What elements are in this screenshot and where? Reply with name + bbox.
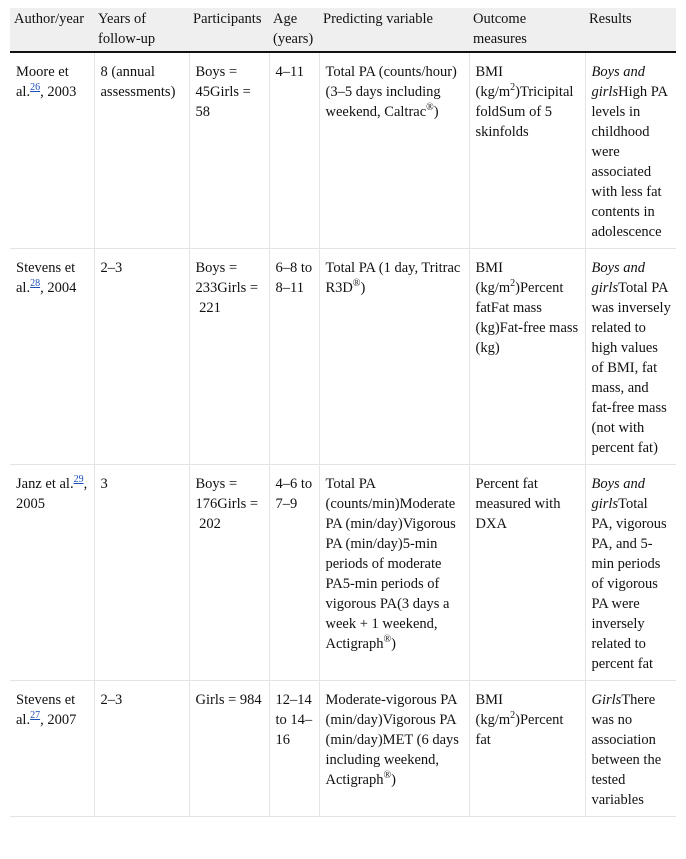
cell-participants: Girls = 984 [189, 681, 269, 817]
cell-years: 2–3 [94, 681, 189, 817]
cell-years: 8 (annual assessments) [94, 52, 189, 249]
author-name: Stevens et al. [16, 260, 76, 296]
registered-mark: ® [383, 634, 392, 646]
table-row [10, 465, 676, 681]
predicting-text: Total PA (counts/min)Moderate PA (min/day)Vigorous PA (min/day)5-min periods of moderate PA5-min periods of vigorous PA(3 days a week + 1 weekend, Actigraph [325, 476, 456, 652]
results-text: High PA levels in childhood were associated with less fat contents in adolescence [591, 84, 668, 240]
registered-mark: ® [383, 770, 392, 782]
reference-link[interactable]: 27 [30, 710, 41, 722]
cell-participants: Boys = 176Girls = 202 [189, 465, 269, 681]
header-author-year: Author/year [10, 8, 94, 52]
cell-age: 4–6 to 7–9 [269, 465, 319, 681]
outcome-text: BMI (kg/m [475, 692, 511, 728]
author-year: , 2005 [16, 476, 88, 512]
superscript: 2 [510, 278, 516, 290]
header-results: Results [585, 8, 676, 52]
cell-author [10, 681, 94, 817]
cell-predicting [319, 249, 469, 465]
outcome-text: Percent fat measured with DXA [475, 476, 561, 532]
cell-predicting [319, 52, 469, 249]
predicting-close: ) [360, 280, 366, 296]
results-group: Boys and girls [591, 260, 646, 296]
author-name: Stevens et al. [16, 692, 76, 728]
cell-age: 12–14 to 14–16 [269, 681, 319, 817]
results-text: Total PA, vigorous PA, and 5-min periods of vigorous PA were inversely related to percent fat [591, 496, 667, 672]
author-year: , 2007 [40, 712, 77, 728]
reference-link[interactable]: 28 [30, 278, 41, 290]
cell-participants: Boys = 233Girls = 221 [189, 249, 269, 465]
cell-age: 4–11 [269, 52, 319, 249]
table-row [10, 681, 676, 817]
outcome-text: BMI (kg/m [475, 260, 511, 296]
header-outcome-measures: Outcome measures [469, 8, 585, 52]
outcome-text-rest: )Percent fat [475, 712, 564, 748]
cell-outcome [469, 249, 585, 465]
registered-mark: ® [426, 102, 434, 114]
reference-link[interactable]: 26 [30, 82, 41, 94]
cell-age: 6–8 to 8–11 [269, 249, 319, 465]
superscript: 2 [510, 82, 516, 94]
cell-outcome [469, 465, 585, 681]
predicting-close: ) [391, 636, 396, 652]
cell-years: 3 [94, 465, 189, 681]
author-year: , 2003 [40, 84, 77, 100]
cell-outcome [469, 52, 585, 249]
outcome-text: BMI (kg/m [475, 64, 511, 100]
header-years-follow-up: Years of follow-up [94, 8, 189, 52]
superscript: 2 [510, 710, 516, 722]
header-row [10, 8, 676, 52]
header-age: Age (years) [269, 8, 319, 52]
predicting-close: ) [433, 104, 439, 120]
cell-results [585, 52, 676, 249]
header-participants: Participants [189, 8, 269, 52]
table-row [10, 249, 676, 465]
registered-mark: ® [352, 278, 361, 290]
table-row [10, 52, 676, 249]
cell-results [585, 681, 676, 817]
cell-years: 2–3 [94, 249, 189, 465]
author-year: , 2004 [40, 280, 77, 296]
results-text: There was no association between the tested variables [591, 692, 662, 808]
author-name: Janz et al. [16, 476, 74, 492]
predicting-text: Total PA (1 day, Tritrac R3D [325, 260, 461, 296]
results-group: Girls [591, 692, 622, 708]
studies-table [10, 8, 676, 817]
author-name: Moore et al. [16, 64, 69, 100]
cell-participants: Boys = 45Girls = 58 [189, 52, 269, 249]
header-predicting-variable: Predicting variable [319, 8, 469, 52]
outcome-text-rest: )Tricipital foldSum of 5 skinfolds [475, 84, 574, 140]
reference-link[interactable]: 29 [73, 474, 84, 486]
cell-results [585, 249, 676, 465]
predicting-text: Total PA (counts/hour)(3–5 days including weekend, Caltrac [325, 64, 457, 120]
results-group: Boys and girls [591, 64, 646, 100]
cell-results [585, 465, 676, 681]
outcome-text-rest: )Percent fatFat mass (kg)Fat-free mass (kg) [475, 280, 579, 356]
cell-author [10, 249, 94, 465]
results-text: Total PA was inversely related to high values of BMI, fat mass, and fat-free mass (not with percent fat) [591, 280, 671, 456]
cell-author [10, 52, 94, 249]
cell-outcome [469, 681, 585, 817]
cell-predicting [319, 465, 469, 681]
results-group: Boys and girls [591, 476, 646, 512]
cell-predicting [319, 681, 469, 817]
predicting-close: ) [391, 772, 396, 788]
predicting-text: Moderate-vigorous PA (min/day)Vigorous PA (min/day)MET (6 days including weekend, Actigraph [325, 692, 459, 788]
cell-author [10, 465, 94, 681]
